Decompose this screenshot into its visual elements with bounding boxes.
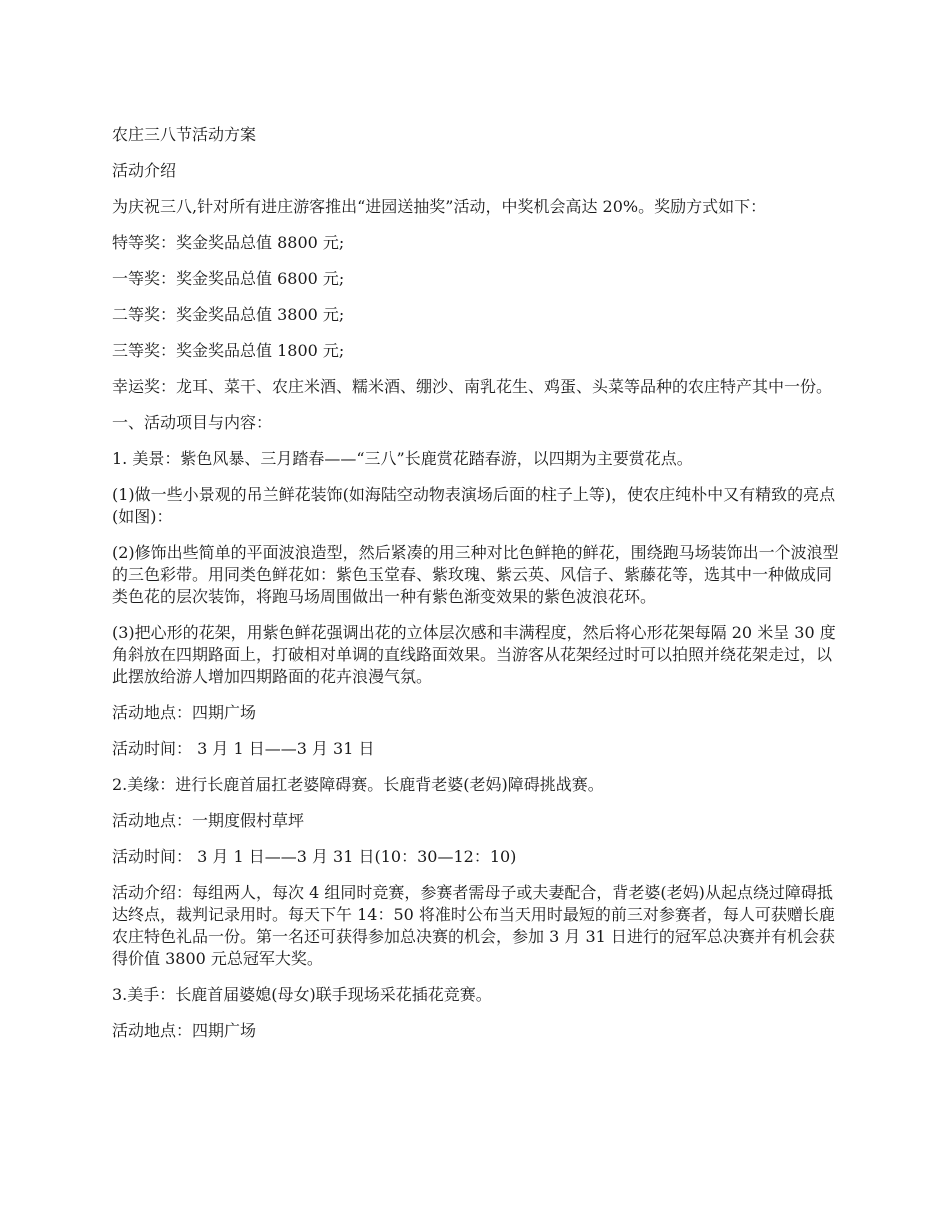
paragraph-lottery-intro: 为庆祝三八,针对所有进庄游客推出“进园送抽奖”活动，中奖机会高达 20%。奖励方式如下： xyxy=(112,197,767,216)
paragraph-third-prize: 三等奖：奖金奖品总值 1800 元; xyxy=(112,341,345,360)
paragraph-item-3-flowers: 3.美手：长鹿首届婆媳(母女)联手现场采花插花竞赛。 xyxy=(112,985,492,1004)
paragraph-location-3: 活动地点：四期广场 xyxy=(112,1021,257,1040)
paragraph-item-1-3: (3)把心形的花架，用紫色鲜花强调出花的立体层次感和丰满程度，然后将心形花架每隔 20 米呈 30 度角斜放在四期路面上，打破相对单调的直线路面效果。当游客从花架经过时可以拍照并绕花架走过，以此摆放给游人增加四期路面的花卉浪漫气氛。 xyxy=(112,623,836,686)
paragraph-time-1: 活动时间： 3 月 1 日——3 月 31 日 xyxy=(112,739,375,758)
paragraph-activity-intro-heading: 活动介绍 xyxy=(112,161,177,180)
paragraph-item-1-1: (1)做一些小景观的吊兰鲜花装饰(如海陆空动物表演场后面的柱子上等)，使农庄纯朴中又有精致的亮点(如图)： xyxy=(112,485,836,526)
document-title: 农庄三八节活动方案 xyxy=(112,125,257,144)
paragraph-second-prize: 二等奖：奖金奖品总值 3800 元; xyxy=(112,305,345,324)
paragraph-first-prize: 一等奖：奖金奖品总值 6800 元; xyxy=(112,269,345,288)
paragraph-item-1-scenery: 1. 美景：紫色风暴、三月踏春——“三八”长鹿赏花踏春游，以四期为主要赏花点。 xyxy=(112,449,693,468)
paragraph-location-2: 活动地点：一期度假村草坪 xyxy=(112,811,305,830)
paragraph-location-1: 活动地点：四期广场 xyxy=(112,703,257,722)
paragraph-time-2: 活动时间： 3 月 1 日——3 月 31 日(10：30—12：10) xyxy=(112,847,517,866)
paragraph-lucky-prize: 幸运奖：龙耳、菜干、农庄米酒、糯米酒、绷沙、南乳花生、鸡蛋、头菜等品种的农庄特产其中一份。 xyxy=(112,377,833,396)
paragraph-race-intro: 活动介绍：每组两人，每次 4 组同时竞赛，参赛者需母子或夫妻配合，背老婆(老妈)从起点绕过障碍抵达终点，裁判记录用时。每天下午 14：50 将准时公布当天用时最短的前三对参赛者，每人可获赠长鹿农庄特色礼品一份。第一名还可获得参加总决赛的机会，参加 3 月 31 日进行的冠军总决赛并有机会获得价值 3800 元总冠军大奖。 xyxy=(112,883,835,968)
paragraph-item-2-race: 2.美缘：进行长鹿首届扛老婆障碍赛。长鹿背老婆(老妈)障碍挑战赛。 xyxy=(112,775,604,794)
section-heading-activities: 一、活动项目与内容： xyxy=(112,413,273,432)
paragraph-item-1-2: (2)修饰出些简单的平面波浪造型，然后紧凑的用三种对比色鲜艳的鲜花，围绕跑马场装饰出一个波浪型的三色彩带。用同类色鲜花如：紫色玉堂春、紫玫瑰、紫云英、风信子、紫藤花等，选其中一种做成同类色花的层次装饰，将跑马场周围做出一种有紫色渐变效果的紫色波浪花环。 xyxy=(112,543,839,606)
paragraph-special-prize: 特等奖：奖金奖品总值 8800 元; xyxy=(112,233,345,252)
document-page xyxy=(112,124,842,1056)
